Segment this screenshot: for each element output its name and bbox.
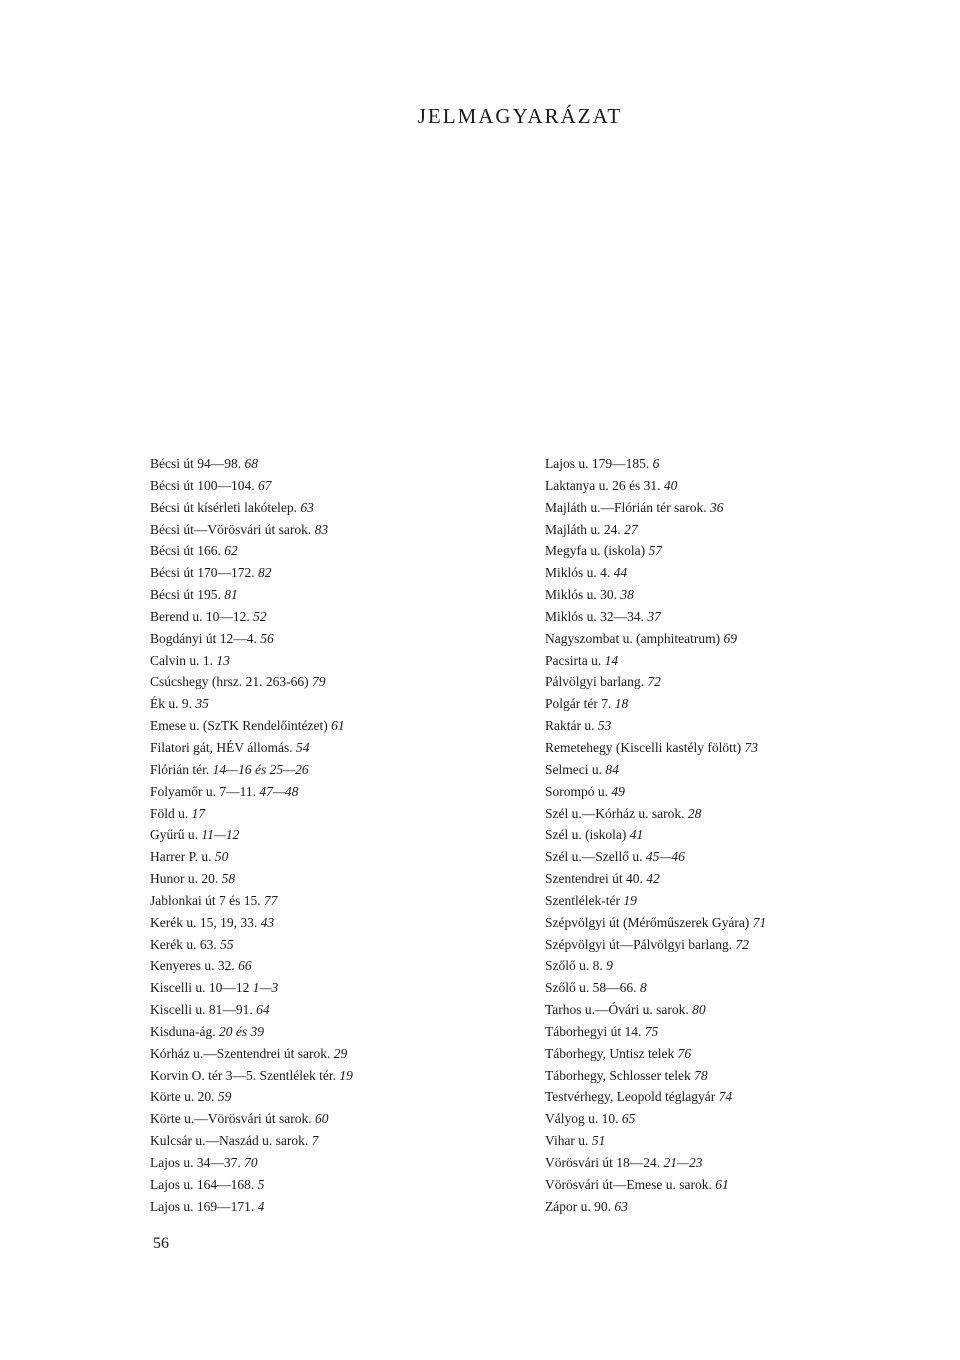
legend-entry (150, 1174, 520, 1196)
entry-location: Szél u.—Szellő u. (545, 849, 643, 865)
entry-location: Raktár u. (545, 718, 595, 734)
entry-location: Bécsi út kísérleti lakótelep. (150, 499, 297, 515)
entry-map-number: 72 (647, 674, 661, 690)
legend-entry (150, 846, 520, 868)
entry-map-number: 78 (694, 1067, 708, 1083)
entry-location: Laktanya u. 26 és 31. (545, 477, 661, 493)
legend-entry (545, 1086, 945, 1108)
entry-map-number: 42 (646, 871, 660, 887)
legend-entry (150, 955, 520, 977)
legend-entry (545, 759, 945, 781)
entry-location: Szentlélek-tér (545, 892, 620, 908)
entry-map-number: 83 (314, 521, 329, 537)
entry-map-number: 64 (256, 1002, 270, 1018)
legend-entry (545, 562, 945, 584)
entry-map-number: 49 (611, 783, 625, 799)
legend-entry (150, 540, 520, 562)
legend-entry (545, 846, 945, 868)
entry-map-number: 17 (191, 805, 206, 821)
legend-entry (545, 584, 945, 606)
legend-entry (545, 453, 945, 475)
legend-entry (545, 1152, 945, 1174)
legend-entry (545, 890, 945, 912)
entry-map-number: 8 (639, 980, 647, 996)
entry-location: Pálvölgyi barlang. (545, 674, 644, 690)
entry-location: Kisduna-ág. (150, 1023, 216, 1039)
legend-entry (150, 650, 520, 672)
legend-entry (545, 1043, 945, 1065)
entry-location: Hunor u. 20. (150, 871, 219, 887)
entry-map-number: 61 (715, 1176, 729, 1192)
legend-entry (545, 999, 945, 1021)
entry-map-number: 82 (258, 565, 272, 581)
entry-map-number: 81 (224, 587, 238, 603)
legend-entry (150, 584, 520, 606)
entry-location: Szépvölgyi út—Pálvölgyi barlang. (545, 936, 733, 952)
legend-entry (150, 715, 520, 737)
legend-entry (150, 519, 520, 541)
entry-map-number: 63 (614, 1198, 628, 1214)
entry-map-number: 71 (752, 914, 767, 930)
legend-entry (150, 912, 520, 934)
entry-map-number: 47—48 (259, 783, 299, 799)
entry-location: Miklós u. 32—34. (545, 608, 645, 624)
legend-entry (545, 519, 945, 541)
entry-location: Vörösvári út 18—24. (545, 1155, 661, 1170)
entry-location: Ék u. 9. (150, 696, 192, 712)
entry-map-number: 62 (224, 543, 238, 559)
entry-map-number: 51 (591, 1133, 606, 1149)
entry-location: Bogdányi út 12—4. (150, 630, 257, 646)
entry-location: Kiscelli u. 10—12 (150, 980, 250, 996)
entry-map-number: 52 (253, 608, 267, 624)
entry-location: Zápor u. 90. (545, 1198, 611, 1214)
entry-map-number: 77 (264, 892, 278, 908)
entry-map-number: 50 (214, 849, 229, 865)
legend-entry (150, 781, 520, 803)
entry-map-number: 69 (723, 630, 737, 646)
entry-location: Vörösvári út—Emese u. sarok. (545, 1176, 712, 1192)
legend-entry (545, 475, 945, 497)
entry-map-number: 36 (709, 499, 724, 515)
entry-map-number: 19 (623, 892, 637, 908)
legend-entry (545, 497, 945, 519)
entry-map-number: 38 (620, 587, 634, 603)
legend-entry (545, 1021, 945, 1043)
entry-location: Táborhegyi út 14. (545, 1023, 642, 1039)
entry-location: Lajos u. 34—37. (150, 1155, 241, 1170)
entry-location: Szentendrei út 40. (545, 871, 643, 887)
legend-entry (150, 977, 520, 999)
entry-location: Calvin u. 1. (150, 652, 213, 668)
legend-entry (150, 737, 520, 759)
entry-location: Polgár tér 7. (545, 696, 612, 712)
entry-location: Pacsirta u. (545, 652, 602, 668)
legend-entry (150, 890, 520, 912)
legend-entry (545, 912, 945, 934)
entry-map-number: 6 (652, 456, 660, 471)
entry-map-number: 13 (216, 652, 230, 668)
legend-entry (150, 1152, 520, 1174)
entry-location: Bécsi út 195. (150, 587, 221, 603)
legend-entry (545, 1130, 945, 1152)
entry-map-number: 40 (663, 477, 678, 493)
legend-entry (545, 934, 945, 956)
entry-location: Berend u. 10—12. (150, 608, 250, 624)
legend-entry (150, 453, 520, 475)
page-number: 56 (153, 1235, 169, 1252)
entry-location: Remetehegy (Kiscelli kastély fölött) (545, 739, 742, 755)
entry-location: Kiscelli u. 81—91. (150, 1002, 253, 1018)
legend-entry (545, 540, 945, 562)
entry-location: Harrer P. u. (150, 849, 212, 865)
entry-location: Vályog u. 10. (545, 1111, 619, 1127)
legend-entry (150, 1108, 520, 1130)
entry-location: Kenyeres u. 32. (150, 958, 235, 974)
legend-entry (150, 606, 520, 628)
entry-location: Filatori gát, HÉV állomás. (150, 739, 293, 755)
legend-entry (545, 1174, 945, 1196)
legend-entry (545, 1196, 945, 1218)
entry-map-number: 56 (260, 630, 274, 646)
entry-location: Flórián tér. (150, 761, 210, 777)
entry-location: Sorompó u. (545, 783, 609, 799)
entry-map-number: 65 (621, 1111, 636, 1127)
entry-map-number: 21—23 (663, 1155, 703, 1170)
legend-entry (150, 497, 520, 519)
entry-location: Szőlő u. 58—66. (545, 980, 637, 996)
legend-entry (545, 868, 945, 890)
entry-map-number: 60 (314, 1111, 329, 1127)
legend-entry (150, 803, 520, 825)
entry-map-number: 79 (311, 674, 326, 690)
legend-entry (545, 977, 945, 999)
entry-location: Táborhegy, Untisz telek (545, 1045, 675, 1061)
entry-map-number: 35 (195, 696, 209, 712)
entry-map-number: 70 (244, 1155, 258, 1170)
legend-entry (150, 999, 520, 1021)
legend-entry (150, 1130, 520, 1152)
legend-entry (150, 934, 520, 956)
entry-location: Bécsi út 166. (150, 543, 221, 559)
entry-map-number: 20 és 39 (218, 1023, 264, 1039)
page-title: JELMAGYARÁZAT (417, 104, 623, 128)
entry-location: Emese u. (SzTK Rendelőintézet) (150, 718, 328, 734)
entry-location: Folyamőr u. 7—11. (150, 783, 256, 799)
entry-map-number: 41 (629, 827, 644, 843)
entry-location: Selmeci u. (545, 761, 602, 777)
entry-location: Korvin O. tér 3—5. Szentlélek tér. (150, 1067, 336, 1083)
entry-location: Szél u.—Kórház u. sarok. (545, 805, 685, 821)
legend-entry (545, 803, 945, 825)
entry-map-number: 28 (687, 805, 702, 821)
entry-map-number: 43 (260, 914, 275, 930)
legend-column-left (150, 453, 520, 1218)
entry-location: Majláth u. 24. (545, 521, 621, 537)
entry-map-number: 63 (300, 499, 314, 515)
entry-location: Kórház u.—Szentendrei út sarok. (150, 1045, 331, 1061)
entry-location: Miklós u. 4. (545, 565, 611, 581)
entry-location: Szépvölgyi út (Mérőműszerek Gyára) (545, 914, 750, 930)
entry-location: Szél u. (iskola) (545, 827, 627, 843)
entry-location: Táborhegy, Schlosser telek (545, 1067, 691, 1083)
entry-location: Kerék u. 63. (150, 936, 217, 952)
entry-map-number: 84 (605, 761, 619, 777)
entry-map-number: 54 (295, 739, 310, 755)
legend-entry (150, 475, 520, 497)
legend-entry (150, 1021, 520, 1043)
entry-map-number: 27 (624, 521, 638, 537)
legend-entry (150, 671, 520, 693)
entry-location: Bécsi út 100—104. (150, 477, 255, 493)
entry-location: Bécsi út—Vörösvári út sarok. (150, 521, 312, 537)
entry-map-number: 4 (257, 1198, 265, 1214)
entry-map-number: 76 (677, 1045, 692, 1061)
legend-entry (545, 1108, 945, 1130)
entry-map-number: 59 (217, 1089, 232, 1105)
entry-location: Kerék u. 15, 19, 33. (150, 914, 258, 930)
legend-entry (545, 606, 945, 628)
entry-map-number: 45—46 (645, 849, 685, 865)
legend-entry (545, 824, 945, 846)
legend-entry (545, 650, 945, 672)
entry-location: Bécsi út 170—172. (150, 565, 255, 581)
legend-entry (150, 759, 520, 781)
entry-map-number: 7 (311, 1133, 319, 1149)
entry-location: Vihar u. (545, 1133, 589, 1149)
legend-entry (545, 781, 945, 803)
legend-entry (150, 1043, 520, 1065)
entry-location: Lajos u. 169—171. (150, 1198, 255, 1214)
entry-map-number: 66 (238, 958, 252, 974)
entry-map-number: 58 (221, 871, 236, 887)
legend-entry (545, 628, 945, 650)
legend-entry (545, 1065, 945, 1087)
legend-entry (150, 628, 520, 650)
entry-map-number: 73 (744, 739, 758, 755)
legend-entry (545, 671, 945, 693)
entry-map-number: 37 (647, 608, 661, 624)
legend-entry (545, 737, 945, 759)
entry-location: Testvérhegy, Leopold téglagyár (545, 1089, 716, 1105)
entry-location: Csúcshegy (hrsz. 21. 263-66) (150, 674, 309, 690)
legend-entry (150, 562, 520, 584)
legend-entry (150, 1196, 520, 1218)
entry-map-number: 19 (339, 1067, 353, 1083)
entry-location: Majláth u.—Flórián tér sarok. (545, 499, 707, 515)
entry-map-number: 18 (614, 696, 629, 712)
legend-entry (545, 693, 945, 715)
entry-map-number: 1—3 (252, 980, 279, 996)
entry-map-number: 75 (644, 1023, 659, 1039)
entry-location: Jablonkai út 7 és 15. (150, 892, 261, 908)
entry-location: Föld u. (150, 805, 189, 821)
entry-map-number: 29 (333, 1045, 348, 1061)
legend-column-right (545, 453, 945, 1218)
legend-entry (545, 715, 945, 737)
entry-map-number: 11—12 (201, 827, 240, 843)
entry-location: Bécsi út 94—98. (150, 456, 242, 471)
entry-map-number: 14—16 és 25—26 (212, 761, 309, 777)
legend-entry (150, 1065, 520, 1087)
entry-map-number: 14 (604, 652, 619, 668)
entry-location: Miklós u. 30. (545, 587, 618, 603)
entry-location: Körte u. 20. (150, 1089, 215, 1105)
entry-map-number: 61 (331, 718, 345, 734)
legend-entry (150, 868, 520, 890)
entry-location: Kulcsár u.—Naszád u. sarok. (150, 1133, 309, 1149)
entry-location: Lajos u. 164—168. (150, 1176, 255, 1192)
entry-location: Nagyszombat u. (amphiteatrum) (545, 630, 721, 646)
entry-location: Megyfa u. (iskola) (545, 543, 646, 559)
legend-entry (150, 693, 520, 715)
legend-entry (545, 955, 945, 977)
entry-map-number: 74 (718, 1089, 733, 1105)
entry-map-number: 80 (692, 1002, 706, 1018)
entry-map-number: 67 (258, 477, 272, 493)
entry-map-number: 53 (597, 718, 612, 734)
entry-location: Körte u.—Vörösvári út sarok. (150, 1111, 312, 1127)
entry-location: Tarhos u.—Óvári u. sarok. (545, 1002, 689, 1018)
legend-entry (150, 824, 520, 846)
entry-map-number: 68 (244, 456, 258, 471)
entry-location: Szőlő u. 8. (545, 958, 603, 974)
entry-map-number: 9 (606, 958, 613, 974)
entry-map-number: 72 (735, 936, 749, 952)
entry-map-number: 44 (613, 565, 628, 581)
entry-map-number: 5 (257, 1176, 265, 1192)
entry-location: Lajos u. 179—185. (545, 456, 650, 471)
legend-entry (150, 1086, 520, 1108)
entry-location: Gyűrű u. (150, 827, 198, 843)
entry-map-number: 55 (220, 936, 234, 952)
entry-map-number: 57 (648, 543, 662, 559)
